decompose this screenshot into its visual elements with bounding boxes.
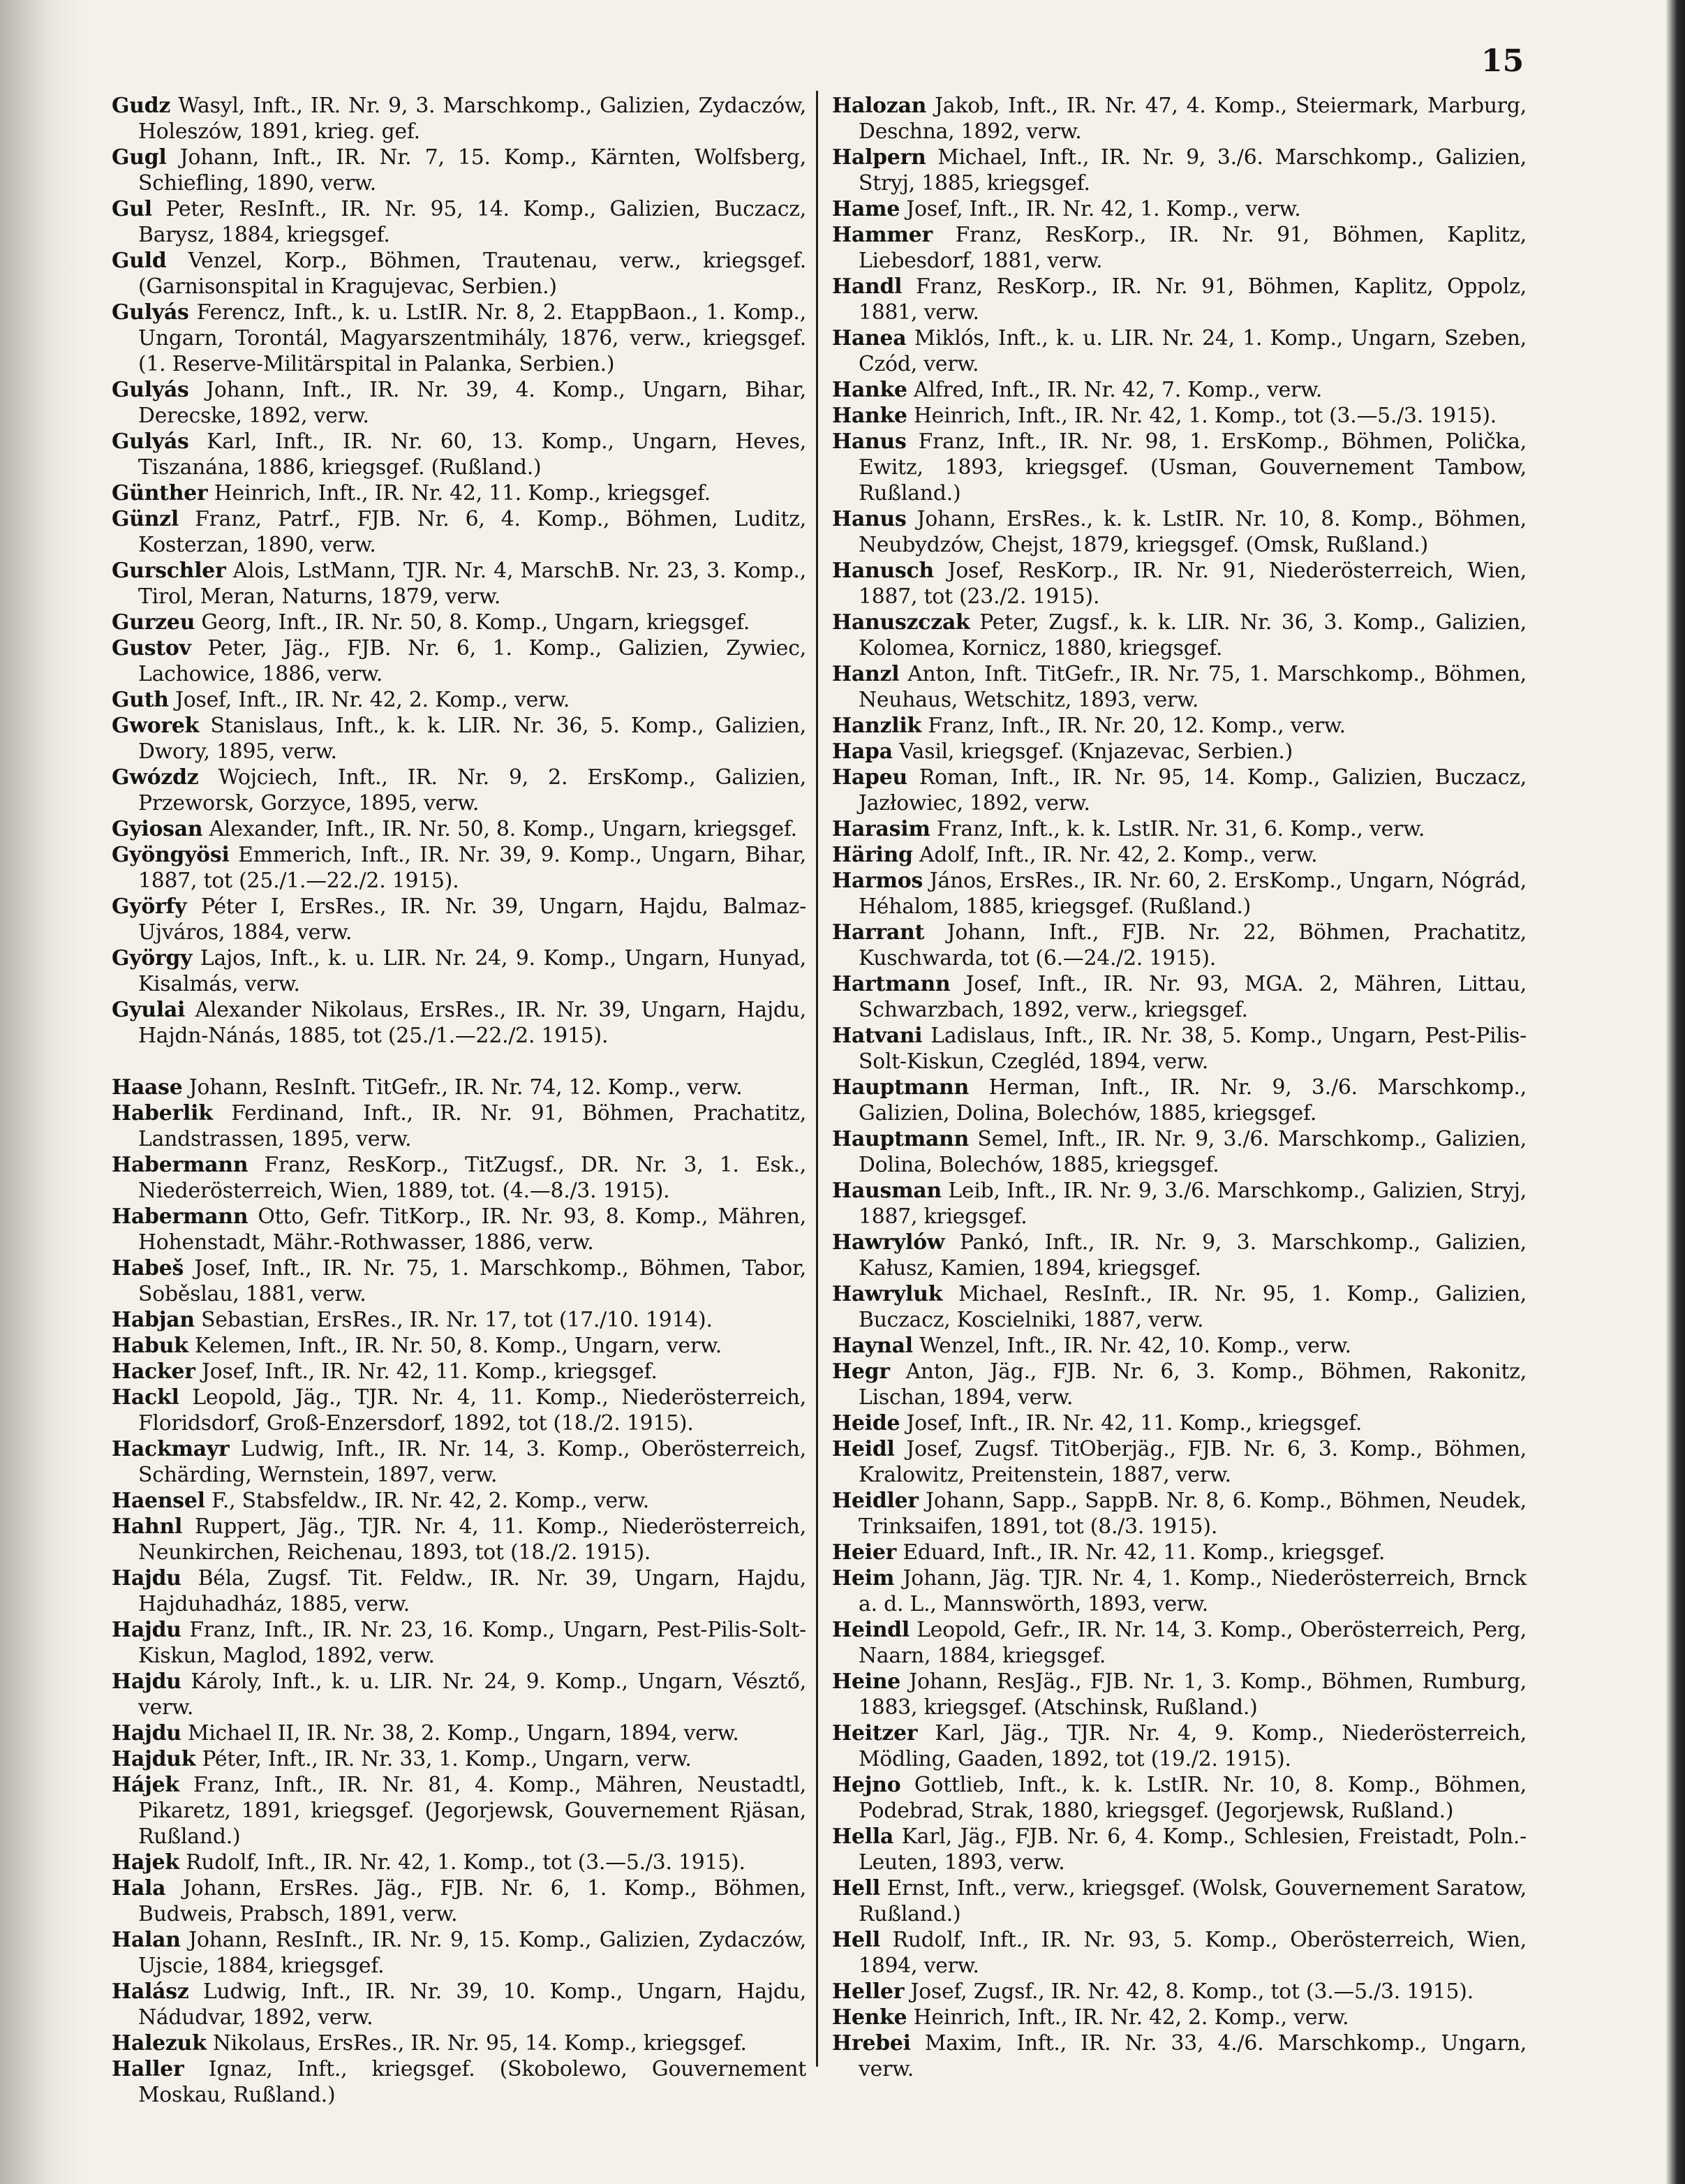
register-entry bbox=[112, 1979, 806, 2030]
register-entry bbox=[832, 558, 1527, 610]
register-entry bbox=[832, 1230, 1527, 1281]
register-entry bbox=[832, 713, 1527, 739]
entry-surname: Hauptmann bbox=[832, 1127, 970, 1151]
register-entry bbox=[832, 1617, 1527, 1669]
register-entry bbox=[832, 1075, 1527, 1126]
entry-surname: Gugl bbox=[112, 145, 167, 170]
entry-details: Wenzel, Inft., IR. Nr. 42, 10. Komp., verw. bbox=[912, 1334, 1351, 1358]
register-entry bbox=[112, 1927, 806, 1979]
register-entry bbox=[112, 1772, 806, 1850]
entry-surname: Haberlik bbox=[112, 1101, 213, 1126]
entry-details: Franz, Inft., k. k. LstIR. Nr. 31, 6. Komp., verw. bbox=[930, 817, 1425, 841]
entry-details: Heinrich, Inft., IR. Nr. 42, 1. Komp., tot (3.—5./3. 1915). bbox=[907, 404, 1497, 428]
right-column bbox=[832, 93, 1527, 2082]
entry-details: Johann, Inft., IR. Nr. 7, 15. Komp., Kärnten, Wolfsberg, Schiefling, 1890, verw. bbox=[138, 145, 806, 195]
register-entry bbox=[832, 1979, 1527, 2005]
entry-details: Leopold, Gefr., IR. Nr. 14, 3. Komp., Oberösterreich, Perg, Naarn, 1884, kriegsgef. bbox=[859, 1618, 1527, 1668]
entry-details: Ernst, Inft., verw., kriegsgef. (Wolsk, Gouvernement Saratow, Rußland.) bbox=[859, 1876, 1527, 1926]
entry-details: Anton, Jäg., FJB. Nr. 6, 3. Komp., Böhmen, Rakonitz, Lischan, 1894, verw. bbox=[859, 1359, 1527, 1410]
register-entry bbox=[112, 610, 806, 635]
entry-surname: Günther bbox=[112, 481, 208, 506]
entry-surname: Halpern bbox=[832, 145, 926, 170]
register-entry bbox=[112, 429, 806, 480]
entry-details: Heinrich, Inft., IR. Nr. 42, 11. Komp., kriegsgef. bbox=[207, 481, 711, 506]
entry-details: Peter, Zugsf., k. k. LIR. Nr. 36, 3. Komp., Galizien, Kolomea, Kornicz, 1880, kriegsgef. bbox=[859, 610, 1527, 661]
register-entry bbox=[112, 1669, 806, 1720]
entry-surname: Handl bbox=[832, 274, 903, 299]
register-entry bbox=[832, 377, 1527, 403]
register-entry bbox=[112, 300, 806, 377]
entry-surname: Gyöngyösi bbox=[112, 843, 230, 867]
entry-surname: Halász bbox=[112, 1979, 189, 2004]
register-entry bbox=[112, 1385, 806, 1436]
entry-surname: Gurzeu bbox=[112, 610, 195, 635]
register-entry bbox=[832, 1333, 1527, 1359]
entry-surname: Habjan bbox=[112, 1308, 195, 1332]
entry-surname: Hapa bbox=[832, 739, 893, 764]
entry-details: Péter, Inft., IR. Nr. 33, 1. Komp., Ungarn, verw. bbox=[195, 1747, 692, 1771]
entry-surname: Haase bbox=[112, 1075, 183, 1100]
register-entry bbox=[112, 1075, 806, 1100]
register-entry bbox=[832, 403, 1527, 429]
entry-details: Josef, Zugsf., IR. Nr. 42, 8. Komp., tot (3.—5./3. 1915). bbox=[904, 1979, 1474, 2004]
entry-surname: Hell bbox=[832, 1928, 880, 1952]
entry-surname: Gwózdz bbox=[112, 765, 199, 790]
register-entry bbox=[832, 1927, 1527, 1979]
entry-surname: Hanke bbox=[832, 378, 907, 402]
entry-details: Lajos, Inft., k. u. LIR. Nr. 24, 9. Komp., Ungarn, Hunyad, Kisalmás, verw. bbox=[138, 946, 806, 996]
entry-surname: Gulyás bbox=[112, 429, 189, 454]
entry-details: Ladislaus, Inft., IR. Nr. 38, 5. Komp., Ungarn, Pest-Pilis-Solt-Kiskun, Czegléd, 1894, verw. bbox=[859, 1024, 1527, 1074]
entry-surname: Heide bbox=[832, 1411, 900, 1436]
entry-details: Karl, Inft., IR. Nr. 60, 13. Komp., Ungarn, Heves, Tiszanána, 1886, kriegsgef. (Rußland.) bbox=[138, 429, 806, 480]
entry-surname: Gyiosan bbox=[112, 817, 203, 841]
register-entry bbox=[832, 610, 1527, 661]
register-entry bbox=[832, 1436, 1527, 1488]
entry-surname: Hackmayr bbox=[112, 1437, 230, 1461]
register-entry bbox=[112, 1436, 806, 1488]
register-entry bbox=[832, 1875, 1527, 1927]
register-entry bbox=[832, 196, 1527, 222]
entry-surname: Gulyás bbox=[112, 378, 189, 402]
register-entry bbox=[832, 920, 1527, 971]
register-entry bbox=[112, 1850, 806, 1875]
entry-details: Josef, Inft., IR. Nr. 42, 11. Komp., kriegsgef. bbox=[195, 1359, 658, 1384]
entry-details: Josef, Inft., IR. Nr. 93, MGA. 2, Mähren, Littau, Schwarzbach, 1892, verw., kriegsgef. bbox=[859, 972, 1527, 1022]
register-entry bbox=[112, 635, 806, 687]
register-entry bbox=[832, 2005, 1527, 2030]
page-left-edge bbox=[0, 0, 84, 2184]
entry-details: Herman, Inft., IR. Nr. 9, 3./6. Marschkomp., Galizien, Dolina, Bolechów, 1885, kriegsgef. bbox=[859, 1075, 1527, 1126]
entry-details: Franz, Inft., IR. Nr. 98, 1. ErsKomp., Böhmen, Polička, Ewitz, 1893, kriegsgef. (Usman, Gouvernement Tambow, Rußland.) bbox=[859, 429, 1527, 506]
entry-details: Franz, ResKorp., TitZugsf., DR. Nr. 3, 1. Esk., Niederösterreich, Wien, 1889, tot. (4.—8./3. 1915). bbox=[138, 1153, 806, 1203]
entry-surname: Heller bbox=[832, 1979, 905, 2004]
entry-details: Eduard, Inft., IR. Nr. 42, 11. Komp., kriegsgef. bbox=[896, 1540, 1386, 1565]
entry-surname: Hauptmann bbox=[832, 1075, 970, 1100]
entry-surname: Hawrylów bbox=[832, 1230, 945, 1255]
register-entry bbox=[112, 196, 806, 248]
entry-details: Franz, ResKorp., IR. Nr. 91, Böhmen, Kaplitz, Oppolz, 1881, verw. bbox=[859, 274, 1527, 325]
entry-surname: Habuk bbox=[112, 1334, 188, 1358]
entry-surname: Habeš bbox=[112, 1256, 184, 1281]
entry-details: Johann, ErsRes., k. k. LstIR. Nr. 10, 8. Komp., Böhmen, Neubydzów, Chejst, 1879, kriegsgef. (Omsk, Rußland.) bbox=[859, 507, 1527, 557]
register-entry bbox=[112, 1100, 806, 1152]
register-entry bbox=[112, 765, 806, 816]
column-divider bbox=[816, 91, 818, 2067]
entry-details: Vasil, kriegsgef. (Knjazevac, Serbien.) bbox=[892, 739, 1293, 764]
section-gap bbox=[112, 1049, 806, 1075]
register-entry bbox=[112, 1720, 806, 1746]
entry-details: Michael II, IR. Nr. 38, 2. Komp., Ungarn, 1894, verw. bbox=[181, 1721, 739, 1746]
entry-surname: Hackl bbox=[112, 1385, 179, 1410]
entry-surname: Hatvani bbox=[832, 1024, 923, 1048]
register-entry bbox=[112, 1359, 806, 1385]
register-entry bbox=[112, 1746, 806, 1772]
register-entry bbox=[112, 480, 806, 506]
entry-surname: Gurschler bbox=[112, 559, 226, 583]
entry-surname: Hajdu bbox=[112, 1669, 181, 1694]
register-entry bbox=[112, 1617, 806, 1669]
entry-surname: Hella bbox=[832, 1824, 894, 1849]
entry-details: Karl, Jäg., TJR. Nr. 4, 9. Komp., Niederösterreich, Mödling, Gaaden, 1892, tot (19./2. 1915). bbox=[859, 1721, 1527, 1771]
entry-surname: Harmos bbox=[832, 869, 923, 893]
register-entry bbox=[832, 325, 1527, 377]
entry-surname: Gudz bbox=[112, 94, 171, 118]
entry-surname: Hammer bbox=[832, 223, 933, 247]
register-entry bbox=[832, 739, 1527, 765]
entry-details: Ferencz, Inft., k. u. LstIR. Nr. 8, 2. EtappBaon., 1. Komp., Ungarn, Torontál, Magyarszentmihály, 1876, verw., kriegsgef. (1. Reserve-Militärspital in Palanka, Serbien.) bbox=[138, 300, 806, 376]
entry-surname: Heindl bbox=[832, 1618, 910, 1642]
entry-details: Stanislaus, Inft., k. k. LIR. Nr. 36, 5. Komp., Galizien, Dwory, 1895, verw. bbox=[138, 714, 806, 764]
register-entry bbox=[832, 842, 1527, 868]
entry-surname: Hájek bbox=[112, 1773, 179, 1797]
register-entry bbox=[832, 1023, 1527, 1075]
entry-surname: Hanea bbox=[832, 326, 907, 351]
register-entry bbox=[832, 274, 1527, 325]
register-entry bbox=[112, 1255, 806, 1307]
entry-details: Pankó, Inft., IR. Nr. 9, 3. Marschkomp., Galizien, Kałusz, Kamien, 1894, kriegsgef. bbox=[859, 1230, 1527, 1281]
entry-surname: Heidler bbox=[832, 1489, 919, 1513]
register-entry bbox=[832, 1359, 1527, 1410]
entry-surname: Hame bbox=[832, 197, 900, 221]
register-entry bbox=[112, 558, 806, 610]
entry-surname: Heier bbox=[832, 1540, 897, 1565]
entry-surname: Harasim bbox=[832, 817, 930, 841]
entry-details: Alois, LstMann, TJR. Nr. 4, MarschB. Nr. 23, 3. Komp., Tirol, Meran, Naturns, 1879, verw. bbox=[138, 559, 806, 609]
entry-surname: Hegr bbox=[832, 1359, 890, 1384]
entry-surname: Hanzlik bbox=[832, 714, 921, 738]
entry-details: Ferdinand, Inft., IR. Nr. 91, Böhmen, Prachatitz, Landstrassen, 1895, verw. bbox=[138, 1101, 806, 1151]
entry-surname: Halezuk bbox=[112, 2031, 207, 2056]
entry-surname: Gworek bbox=[112, 714, 200, 738]
entry-surname: Haller bbox=[112, 2057, 184, 2081]
entry-details: Leib, Inft., IR. Nr. 9, 3./6. Marschkomp., Galizien, Stryj, 1887, kriegsgef. bbox=[859, 1179, 1527, 1229]
entry-surname: Hanus bbox=[832, 507, 907, 531]
entry-details: Josef, Inft., IR. Nr. 42, 2. Komp., verw. bbox=[168, 688, 570, 712]
entry-surname: Hacker bbox=[112, 1359, 195, 1384]
entry-details: Michael, ResInft., IR. Nr. 95, 1. Komp., Galizien, Buczacz, Koscielniki, 1887, verw. bbox=[859, 1282, 1527, 1332]
entry-details: Franz, Inft., IR. Nr. 23, 16. Komp., Ungarn, Pest-Pilis-Solt-Kiskun, Maglod, 1892, verw. bbox=[138, 1618, 806, 1668]
entry-details: Adolf, Inft., IR. Nr. 42, 2. Komp., verw. bbox=[912, 843, 1318, 867]
entry-details: Roman, Inft., IR. Nr. 95, 14. Komp., Galizien, Buczacz, Jazłowiec, 1892, verw. bbox=[859, 765, 1527, 816]
entry-details: Georg, Inft., IR. Nr. 50, 8. Komp., Ungarn, kriegsgef. bbox=[195, 610, 750, 635]
entry-details: Josef, Inft., IR. Nr. 75, 1. Marschkomp., Böhmen, Tabor, Soběslau, 1881, verw. bbox=[138, 1256, 806, 1306]
register-entry bbox=[832, 816, 1527, 842]
entry-details: Károly, Inft., k. u. LIR. Nr. 24, 9. Komp., Ungarn, Vésztő, verw. bbox=[138, 1669, 806, 1720]
entry-details: Emmerich, Inft., IR. Nr. 39, 9. Komp., Ungarn, Bihar, 1887, tot (25./1.—22./2. 1915). bbox=[138, 843, 806, 893]
entry-surname: Hell bbox=[832, 1876, 880, 1901]
entry-surname: Hausman bbox=[832, 1179, 942, 1203]
register-entry bbox=[832, 971, 1527, 1023]
register-entry bbox=[112, 1333, 806, 1359]
entry-surname: Hajdu bbox=[112, 1618, 181, 1642]
register-entry bbox=[112, 2056, 806, 2108]
entry-details: Peter, Jäg., FJB. Nr. 6, 1. Komp., Galizien, Zywiec, Lachowice, 1886, verw. bbox=[138, 636, 806, 686]
entry-details: Josef, ResKorp., IR. Nr. 91, Niederösterreich, Wien, 1887, tot (23./2. 1915). bbox=[859, 559, 1527, 609]
register-entry bbox=[112, 713, 806, 765]
entry-details: Johann, ErsRes. Jäg., FJB. Nr. 6, 1. Komp., Böhmen, Budweis, Prabsch, 1891, verw. bbox=[138, 1876, 806, 1926]
register-entry bbox=[832, 1178, 1527, 1230]
entry-details: Ruppert, Jäg., TJR. Nr. 4, 11. Komp., Niederösterreich, Neunkirchen, Reichenau, 1893, tot (18./2. 1915). bbox=[138, 1514, 806, 1565]
register-entry bbox=[832, 1565, 1527, 1617]
entry-details: Wojciech, Inft., IR. Nr. 9, 2. ErsKomp., Galizien, Przeworsk, Gorzyce, 1895, verw. bbox=[138, 765, 806, 816]
entry-surname: Hanuszczak bbox=[832, 610, 970, 635]
register-entry bbox=[832, 93, 1527, 145]
register-entry bbox=[832, 1410, 1527, 1436]
entry-surname: Hajdu bbox=[112, 1721, 181, 1746]
entry-details: Ludwig, Inft., IR. Nr. 14, 3. Komp., Oberösterreich, Schärding, Wernstein, 1897, verw. bbox=[138, 1437, 806, 1487]
entry-surname: Gustov bbox=[112, 636, 191, 661]
entry-details: Otto, Gefr. TitKorp., IR. Nr. 93, 8. Komp., Mähren, Hohenstadt, Mähr.-Rothwasser, 1886, verw. bbox=[138, 1204, 806, 1255]
register-entry bbox=[832, 1126, 1527, 1178]
entry-details: Miklós, Inft., k. u. LIR. Nr. 24, 1. Komp., Ungarn, Szeben, Czód, verw. bbox=[859, 326, 1527, 376]
entry-details: János, ErsRes., IR. Nr. 60, 2. ErsKomp., Ungarn, Nógrád, Héhalom, 1885, kriegsgef. (Rußland.) bbox=[859, 869, 1527, 919]
entry-details: Johann, Sapp., SappB. Nr. 8, 6. Komp., Böhmen, Neudek, Trinksaifen, 1891, tot (8./3. 1915). bbox=[859, 1489, 1527, 1539]
entry-surname: Hanusch bbox=[832, 559, 934, 583]
entry-surname: Heine bbox=[832, 1669, 901, 1694]
page-right-edge bbox=[1665, 0, 1685, 2184]
register-entry bbox=[112, 842, 806, 894]
entry-surname: Guth bbox=[112, 688, 169, 712]
register-entry bbox=[112, 1514, 806, 1565]
entry-details: Ignaz, Inft., kriegsgef. (Skobolewo, Gouvernement Moskau, Rußland.) bbox=[138, 2057, 806, 2107]
entry-details: Peter, ResInft., IR. Nr. 95, 14. Komp., Galizien, Buczacz, Barysz, 1884, kriegsgef. bbox=[138, 197, 806, 247]
entry-details: Gottlieb, Inft., k. k. LstIR. Nr. 10, 8. Komp., Böhmen, Podebrad, Strak, 1880, kriegsgef. (Jegorjewsk, Rußland.) bbox=[859, 1773, 1527, 1823]
register-entry bbox=[112, 377, 806, 429]
register-entry bbox=[832, 506, 1527, 558]
register-entry bbox=[112, 1204, 806, 1255]
entry-surname: Heim bbox=[832, 1566, 895, 1591]
entry-surname: Halozan bbox=[832, 94, 927, 118]
entry-details: Wasyl, Inft., IR. Nr. 9, 3. Marschkomp., Galizien, Zydaczów, Holeszów, 1891, krieg. gef. bbox=[138, 94, 806, 144]
entry-details: Jakob, Inft., IR. Nr. 47, 4. Komp., Steiermark, Marburg, Deschna, 1892, verw. bbox=[859, 94, 1527, 144]
entry-surname: Günzl bbox=[112, 507, 179, 531]
entry-details: Franz, Inft., IR. Nr. 81, 4. Komp., Mähren, Neustadtl, Pikaretz, 1891, kriegsgef. (Jegorjewsk, Gouvernement Rjäsan, Rußland.) bbox=[138, 1773, 806, 1849]
register-entry bbox=[112, 2030, 806, 2056]
register-entry bbox=[832, 661, 1527, 713]
entry-surname: Hejno bbox=[832, 1773, 901, 1797]
entry-details: Alexander, Inft., IR. Nr. 50, 8. Komp., Ungarn, kriegsgef. bbox=[202, 817, 797, 841]
entry-details: Sebastian, ErsRes., IR. Nr. 17, tot (17./10. 1914). bbox=[194, 1308, 713, 1332]
entry-details: Leopold, Jäg., TJR. Nr. 4, 11. Komp., Niederösterreich, Floridsdorf, Groß-Enzersdorf, 1892, tot (18./2. 1915). bbox=[138, 1385, 806, 1436]
register-entry bbox=[112, 687, 806, 713]
entry-details: Johann, ResInft., IR. Nr. 9, 15. Komp., Galizien, Zydaczów, Ujscie, 1884, kriegsgef. bbox=[138, 1928, 806, 1978]
entry-surname: Hajdu bbox=[112, 1566, 181, 1591]
entry-surname: Haynal bbox=[832, 1334, 913, 1358]
entry-details: Josef, Inft., IR. Nr. 42, 1. Komp., verw. bbox=[900, 197, 1301, 221]
entry-details: Johann, Inft., IR. Nr. 39, 4. Komp., Ungarn, Bihar, Derecske, 1892, verw. bbox=[138, 378, 806, 428]
register-entry bbox=[112, 894, 806, 945]
entry-details: Johann, Inft., FJB. Nr. 22, Böhmen, Prachatitz, Kuschwarda, tot (6.—24./2. 1915). bbox=[859, 920, 1527, 971]
entry-surname: Habermann bbox=[112, 1204, 248, 1229]
register-entry bbox=[112, 816, 806, 842]
entry-details: Maxim, Inft., IR. Nr. 33, 4./6. Marschkomp., Ungarn, verw. bbox=[859, 2031, 1527, 2081]
entry-surname: György bbox=[112, 946, 193, 971]
entry-details: Alexander Nikolaus, ErsRes., IR. Nr. 39, Ungarn, Hajdu, Hajdn-Nánás, 1885, tot (25./1.—22./2. 1915). bbox=[138, 998, 806, 1048]
entry-surname: Hawryluk bbox=[832, 1282, 943, 1306]
register-entry bbox=[112, 1565, 806, 1617]
register-entry bbox=[832, 1824, 1527, 1875]
register-entry bbox=[112, 248, 806, 300]
entry-surname: Hajek bbox=[112, 1850, 179, 1875]
entry-surname: Hrebei bbox=[832, 2031, 911, 2056]
entry-surname: Guld bbox=[112, 249, 167, 273]
entry-details: Franz, Patrf., FJB. Nr. 6, 4. Komp., Böhmen, Luditz, Kosterzan, 1890, verw. bbox=[138, 507, 806, 557]
entry-details: Franz, Inft., IR. Nr. 20, 12. Komp., verw. bbox=[921, 714, 1346, 738]
register-entry bbox=[832, 1669, 1527, 1720]
register-entry bbox=[832, 429, 1527, 506]
entry-surname: Hanus bbox=[832, 429, 907, 454]
entry-surname: Henke bbox=[832, 2005, 907, 2030]
entry-details: Heinrich, Inft., IR. Nr. 42, 2. Komp., verw. bbox=[907, 2005, 1349, 2030]
register-entry bbox=[832, 765, 1527, 816]
entry-details: Johann, ResJäg., FJB. Nr. 1, 3. Komp., Böhmen, Rumburg, 1883, kriegsgef. (Atschinsk, Rußland.) bbox=[859, 1669, 1527, 1720]
register-entry bbox=[112, 945, 806, 997]
register-entry bbox=[112, 1307, 806, 1333]
entry-surname: Häring bbox=[832, 843, 913, 867]
register-entry bbox=[832, 1540, 1527, 1565]
register-entry bbox=[832, 145, 1527, 196]
entry-details: Semel, Inft., IR. Nr. 9, 3./6. Marschkomp., Galizien, Dolina, Bolechów, 1885, kriegsgef. bbox=[859, 1127, 1527, 1177]
entry-surname: Hajduk bbox=[112, 1747, 196, 1771]
entry-surname: Hartmann bbox=[832, 972, 951, 996]
entry-surname: Harrant bbox=[832, 920, 925, 945]
entry-details: Michael, Inft., IR. Nr. 9, 3./6. Marschkomp., Galizien, Stryj, 1885, kriegsgef. bbox=[859, 145, 1527, 195]
entry-details: Karl, Jäg., FJB. Nr. 6, 4. Komp., Schlesien, Freistadt, Poln.-Leuten, 1893, verw. bbox=[859, 1824, 1527, 1875]
entry-surname: Hanzl bbox=[832, 662, 900, 686]
entry-surname: Gyulai bbox=[112, 998, 186, 1022]
register-entry bbox=[832, 222, 1527, 274]
entry-details: Rudolf, Inft., IR. Nr. 42, 1. Komp., tot (3.—5./3. 1915). bbox=[179, 1850, 745, 1875]
entry-surname: Hala bbox=[112, 1876, 166, 1901]
entry-details: Kelemen, Inft., IR. Nr. 50, 8. Komp., Ungarn, verw. bbox=[188, 1334, 722, 1358]
left-column bbox=[112, 93, 806, 2108]
entry-details: Anton, Inft. TitGefr., IR. Nr. 75, 1. Marschkomp., Böhmen, Neuhaus, Wetschitz, 1893, verw. bbox=[859, 662, 1527, 712]
entry-details: Alfred, Inft., IR. Nr. 42, 7. Komp., verw. bbox=[907, 378, 1323, 402]
register-entry bbox=[112, 1152, 806, 1204]
entry-details: Nikolaus, ErsRes., IR. Nr. 95, 14. Komp., kriegsgef. bbox=[206, 2031, 747, 2056]
register-entry bbox=[832, 2030, 1527, 2082]
entry-surname: Hapeu bbox=[832, 765, 907, 790]
entry-details: F., Stabsfeldw., IR. Nr. 42, 2. Komp., verw. bbox=[205, 1489, 650, 1513]
register-entry bbox=[832, 1488, 1527, 1540]
register-entry bbox=[112, 145, 806, 196]
entry-details: Venzel, Korp., Böhmen, Trautenau, verw., kriegsgef. (Garnisonspital in Kragujevac, Serbien.) bbox=[138, 249, 806, 299]
register-entry bbox=[112, 1875, 806, 1927]
register-entry bbox=[832, 1772, 1527, 1824]
register-entry bbox=[832, 1281, 1527, 1333]
register-entry bbox=[832, 1720, 1527, 1772]
entry-details: Josef, Zugsf. TitOberjäg., FJB. Nr. 6, 3. Komp., Böhmen, Kralowitz, Preitenstein, 1887, verw. bbox=[859, 1437, 1527, 1487]
entry-details: Rudolf, Inft., IR. Nr. 93, 5. Komp., Oberösterreich, Wien, 1894, verw. bbox=[859, 1928, 1527, 1978]
entry-details: Franz, ResKorp., IR. Nr. 91, Böhmen, Kaplitz, Liebesdorf, 1881, verw. bbox=[859, 223, 1527, 273]
entry-surname: Györfy bbox=[112, 894, 187, 919]
register-entry bbox=[832, 868, 1527, 920]
entry-details: Johann, Jäg. TJR. Nr. 4, 1. Komp., Niederösterreich, Brnck a. d. L., Mannswörth, 1893, verw. bbox=[859, 1566, 1527, 1616]
entry-details: Béla, Zugsf. Tit. Feldw., IR. Nr. 39, Ungarn, Hajdu, Hajduhadház, 1885, verw. bbox=[138, 1566, 806, 1616]
register-entry bbox=[112, 93, 806, 145]
register-entry bbox=[112, 1488, 806, 1514]
entry-surname: Haensel bbox=[112, 1489, 205, 1513]
register-entry bbox=[112, 997, 806, 1049]
entry-surname: Heitzer bbox=[832, 1721, 918, 1746]
page-number: 15 bbox=[1481, 43, 1524, 79]
entry-surname: Hanke bbox=[832, 404, 907, 428]
entry-surname: Gul bbox=[112, 197, 152, 221]
entry-surname: Gulyás bbox=[112, 300, 189, 325]
entry-surname: Hahnl bbox=[112, 1514, 183, 1539]
entry-details: Josef, Inft., IR. Nr. 42, 11. Komp., kriegsgef. bbox=[900, 1411, 1363, 1436]
entry-surname: Habermann bbox=[112, 1153, 248, 1177]
entry-details: Ludwig, Inft., IR. Nr. 39, 10. Komp., Ungarn, Hajdu, Nádudvar, 1892, verw. bbox=[138, 1979, 806, 2030]
entry-surname: Halan bbox=[112, 1928, 181, 1952]
entry-surname: Heidl bbox=[832, 1437, 895, 1461]
register-entry bbox=[112, 506, 806, 558]
entry-details: Johann, ResInft. TitGefr., IR. Nr. 74, 12. Komp., verw. bbox=[182, 1075, 743, 1100]
entry-details: Péter I, ErsRes., IR. Nr. 39, Ungarn, Hajdu, Balmaz-Ujváros, 1884, verw. bbox=[138, 894, 806, 945]
